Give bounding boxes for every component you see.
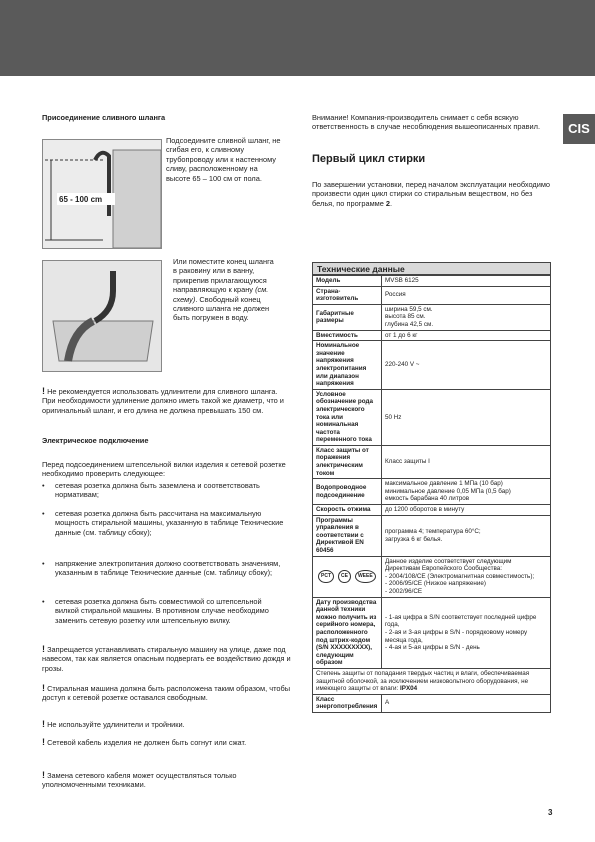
warning-text: Стиральная машина должна быть расположена таким образом, чтобы доступ к сетевой розетке оставался свободным. <box>42 684 291 703</box>
sink-drain-illustration <box>43 261 161 371</box>
spec-key: Габаритные размеры <box>313 304 382 330</box>
spec-value: A <box>382 694 551 712</box>
spec-row <box>313 505 551 516</box>
ip-protection <box>313 668 551 694</box>
figure-sink-drain <box>42 260 162 372</box>
warning-icon: ! <box>42 644 45 654</box>
spec-key: Условное обозначение рода электрического тока или номинальная частота переменного тока <box>313 389 382 445</box>
spec-key: Модель <box>313 276 382 287</box>
spec-row <box>313 445 551 478</box>
cert-text: Данное изделие соответствует следующим Директивам Европейского Сообщества: - 2004/108/CE (Электромагнитная совместимость); - 2006/95/CE (Низкое напряжение) - 2002/96/CE <box>382 556 551 597</box>
spec-value: программа 4; температура 60°C; загрузка 6 кг белья. <box>382 515 551 556</box>
first-cycle-text-a: По завершении установки, перед началом эксплуатации необходимо произвести один цикл стирки со стиральным веществом, но без белья, по программе <box>312 180 551 208</box>
spec-value: до 1200 оборотов в минуту <box>382 505 551 516</box>
bullet-text: сетевая розетка должна быть рассчитана на максимальную мощность стиральной машины, указанную в таблице Технические данные (см. таблицу сбоку); <box>55 509 284 537</box>
bullet-text: напряжение электропитания должно соответствовать значениям, указанным в таблице Технические данные (см. таблицу сбоку); <box>55 559 281 578</box>
program-number: 2 <box>385 198 391 208</box>
warning-no-extensions <box>42 720 292 729</box>
warning-cable-bent <box>42 738 292 747</box>
warning-cable-replacement <box>42 771 292 790</box>
spec-key: Класс энергопотребления <box>313 694 382 712</box>
cert-mark-icon: WEEE <box>355 570 376 584</box>
bullet-dot: • <box>42 559 45 568</box>
spec-key: Страна-изготовитель <box>313 286 382 304</box>
warning-text: Не рекомендуется использовать удлинители для сливного шланга. При необходимости удлинение должно иметь такой же диаметр, что и оригинальный шланг, и его длина не должна превышать 150 см. <box>42 387 284 415</box>
top-banner <box>0 0 595 76</box>
bullet-text: сетевая розетка должна быть заземлена и соответствовать нормативам; <box>55 481 260 500</box>
spec-value: MVSB 6125 <box>382 276 551 287</box>
drain-text-1: Подсоедините сливной шланг, не сгибая его, к сливному трубопроводу или к настенному сливу, расположенному на высоте 65 – 100 см от пола. <box>166 136 281 183</box>
spec-row <box>313 276 551 287</box>
ip-text: Степень защиты от попадания твердых частиц и влаги, обеспечиваемая защитной оболочкой, за исключением низковольтного оборудования, не имеющего защиты от влаги: <box>316 669 530 693</box>
figure-wall-drain <box>42 139 162 249</box>
warning-text: Замена сетевого кабеля может осуществляться только уполномоченными техниками. <box>42 771 237 790</box>
spec-key: Водопроводное подсоединение <box>313 479 382 505</box>
cert-mark-icon: CE <box>338 570 351 584</box>
drain-hose-title: Присоединение сливного шланга <box>42 113 166 122</box>
warning-extension-hose <box>42 387 292 415</box>
warning-outdoor <box>42 645 292 673</box>
spec-value: максимальное давление 1 МПа (10 бар) минимальное давление 0,05 МПа (0,5 бар) емкость барабана 40 литров <box>382 479 551 505</box>
spec-row <box>313 479 551 505</box>
warning-text: Сетевой кабель изделия не должен быть согнут или сжат. <box>47 738 247 747</box>
warning-text: Не используйте удлинители и тройники. <box>47 720 185 729</box>
first-cycle-text <box>312 180 552 208</box>
spec-table-title: Технические данные <box>312 262 551 275</box>
spec-key: Скорость отжима <box>313 505 382 516</box>
spec-row <box>313 389 551 445</box>
height-label: 65 - 100 cm <box>59 195 103 204</box>
wall-drain-illustration <box>43 140 161 248</box>
spec-value: ширина 59,5 см. высота 85 см. глубина 42,5 см. <box>382 304 551 330</box>
page-number: 3 <box>548 808 553 817</box>
spec-value: 220-240 V ~ <box>382 341 551 390</box>
spec-key: Класс защиты от поражения электрическим током <box>313 445 382 478</box>
first-cycle-text-b: . <box>390 198 393 208</box>
cert-mark-icon: PCT <box>318 570 334 584</box>
spec-row <box>313 694 551 712</box>
bullet-dot: • <box>42 597 45 606</box>
electrical-intro: Перед подсоединением штепсельной вилки изделия к сетевой розетке необходимо проверить следующее: <box>42 460 286 479</box>
spec-key: Номинальное значение напряжения электропитания или диапазон напряжения <box>313 341 382 390</box>
spec-row <box>313 330 551 341</box>
bullet-dot: • <box>42 509 45 518</box>
electrical-title: Электрическое подключение <box>42 436 149 445</box>
spec-key: Программы управления в соответствии с Директивой EN 60456 <box>313 515 382 556</box>
spec-table <box>312 275 551 713</box>
warning-icon: ! <box>42 737 45 747</box>
spec-row <box>313 341 551 390</box>
warning-icon: ! <box>42 683 45 693</box>
spec-value: - 1-ая цифра в S/N соответствует последней цифре года, - 2-ая и 3-ая цифры в S/N - порядковому номеру месяца года, - 4-ая и 5-ая цифры в S/N - день <box>382 597 551 668</box>
warning-socket-access <box>42 684 292 703</box>
drain-text-2-scheme: (см. схему) <box>173 285 269 304</box>
warning-text: Запрещается устанавливать стиральную машину на улице, даже под навесом, так как является опасным подвергать ее воздействию дождя и грозы. <box>42 645 291 673</box>
spec-row <box>313 304 551 330</box>
cert-marks <box>313 556 382 597</box>
drain-text-2b: . Свободный конец сливного шланга не должен быть погружен в воду. <box>173 294 270 323</box>
spec-row <box>313 515 551 556</box>
spec-key: Вместимость <box>313 330 382 341</box>
spec-value: от 1 до 6 кг <box>382 330 551 341</box>
spec-value: Россия <box>382 286 551 304</box>
spec-value: Класс защиты I <box>382 445 551 478</box>
warning-icon: ! <box>42 770 45 780</box>
language-tab-cis: CIS <box>563 114 595 144</box>
manufacturer-notice: Внимание! Компания-производитель снимает с себя всякую ответственность в случае несоблюдения вышеописанных правил. <box>312 113 540 132</box>
first-cycle-title: Первый цикл стирки <box>312 153 426 165</box>
ip-code: IPX04 <box>400 685 418 693</box>
bullet-dot: • <box>42 481 45 490</box>
spec-value: 50 Hz <box>382 389 551 445</box>
drain-text-2a: Или поместите конец шланга в раковину или в ванну, прикрепив прилагающуюся направляющую к крану <box>173 257 274 295</box>
warning-icon: ! <box>42 719 45 729</box>
spec-row-ip <box>313 668 551 694</box>
bullet-text: сетевая розетка должна быть совместимой со штепсельной вилкой стиральной машины. В противном случае необходимо заменить сетевую розетку или штепсельную вилку. <box>55 597 269 625</box>
spec-key: Дату производства данной техники можно получить из серийного номера, расположенного под штрих-кодом (S/N XXXXXXXXX), следующим образом <box>313 597 382 668</box>
spec-row <box>313 597 551 668</box>
spec-row-certification <box>313 556 551 597</box>
spec-row <box>313 286 551 304</box>
drain-text-2 <box>173 257 279 323</box>
warning-icon: ! <box>42 386 45 396</box>
